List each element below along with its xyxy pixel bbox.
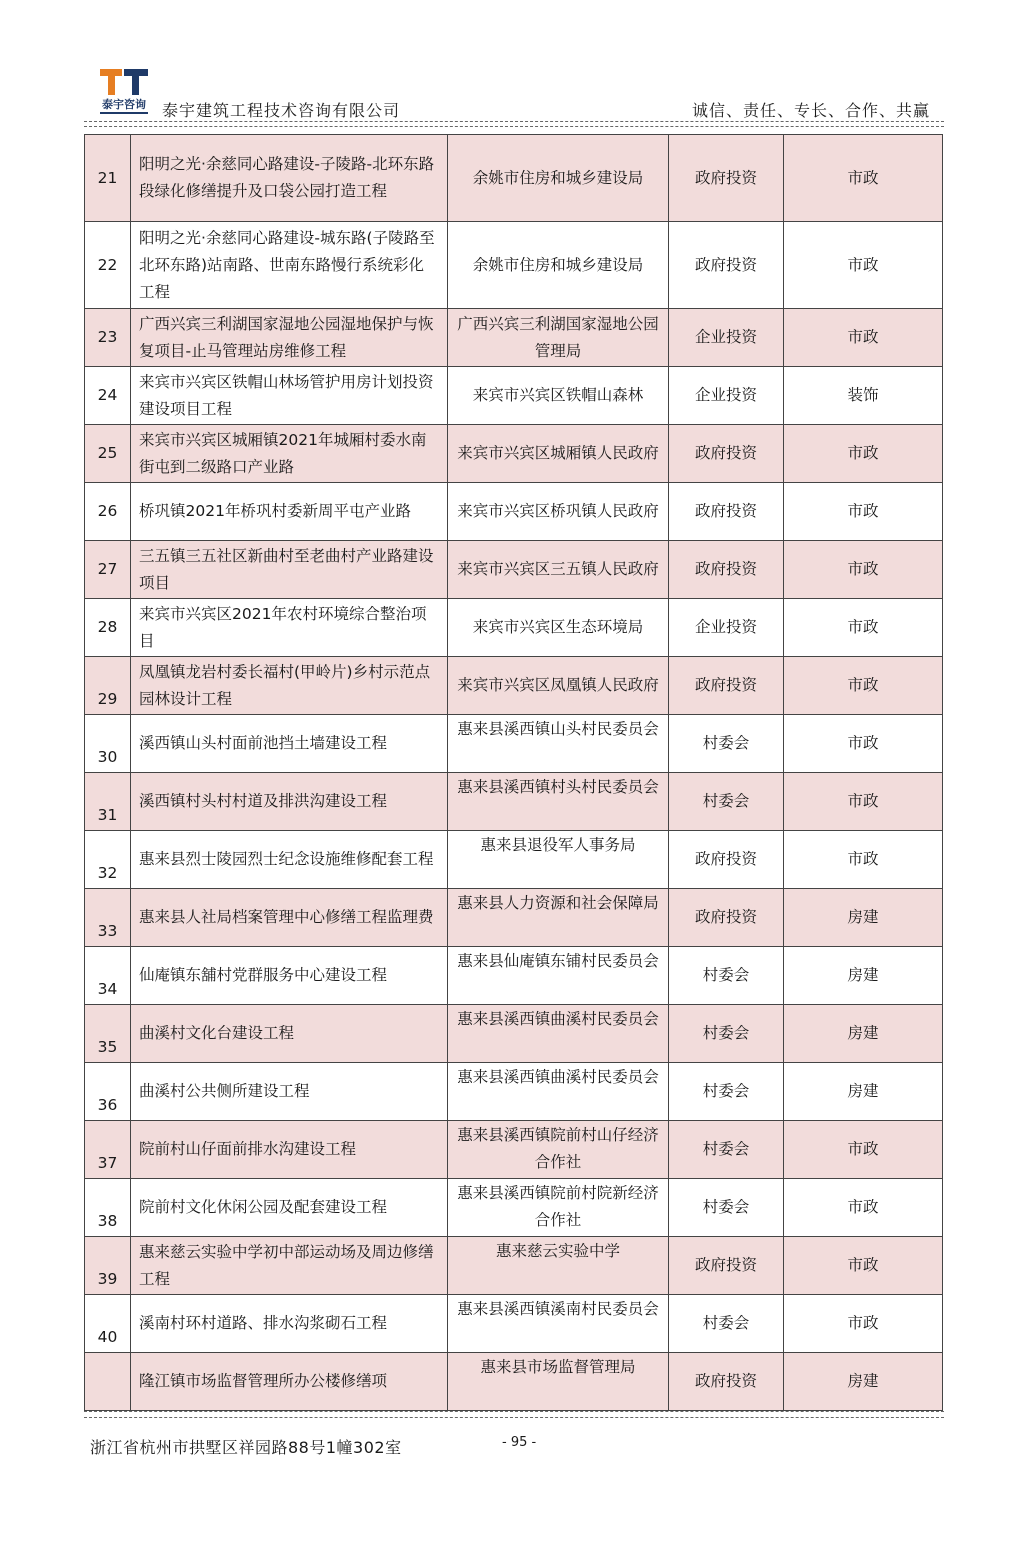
client-org: 余姚市住房和城乡建设局 (448, 222, 669, 309)
client-org: 惠来县退役军人事务局 (448, 831, 669, 889)
investment-type: 政府投资 (669, 831, 784, 889)
client-org: 广西兴宾三利湖国家湿地公园管理局 (448, 309, 669, 367)
project-name: 来宾市兴宾区2021年农村环境综合整治项目 (131, 599, 448, 657)
client-org: 余姚市住房和城乡建设局 (448, 135, 669, 222)
project-category: 市政 (784, 1237, 943, 1295)
client-org: 惠来县市场监督管理局 (448, 1353, 669, 1411)
project-name: 院前村文化休闲公园及配套建设工程 (131, 1179, 448, 1237)
client-org: 惠来县人力资源和社会保障局 (448, 889, 669, 947)
client-org: 惠来县溪西镇院前村山仔经济合作社 (448, 1121, 669, 1179)
project-category: 市政 (784, 773, 943, 831)
table-row (85, 889, 943, 947)
row-number: 40 (85, 1295, 131, 1353)
investment-type: 企业投资 (669, 367, 784, 425)
client-org: 惠来慈云实验中学 (448, 1237, 669, 1295)
project-category: 市政 (784, 309, 943, 367)
table-row (85, 1237, 943, 1295)
row-number: 26 (85, 483, 131, 541)
table-row (85, 947, 943, 1005)
project-category: 市政 (784, 715, 943, 773)
investment-type: 村委会 (669, 1179, 784, 1237)
row-number (85, 1353, 131, 1411)
project-name: 惠来县烈士陵园烈士纪念设施维修配套工程 (131, 831, 448, 889)
investment-type: 村委会 (669, 715, 784, 773)
client-org: 惠来县溪西镇曲溪村民委员会 (448, 1005, 669, 1063)
row-number: 38 (85, 1179, 131, 1237)
project-name: 曲溪村文化台建设工程 (131, 1005, 448, 1063)
investment-type: 政府投资 (669, 1353, 784, 1411)
investment-type: 村委会 (669, 1005, 784, 1063)
project-name: 阳明之光·余慈同心路建设-城东路(子陵路至北环东路)站南路、世南东路慢行系统彩化工程 (131, 222, 448, 309)
table-row (85, 309, 943, 367)
investment-type: 村委会 (669, 1295, 784, 1353)
investment-type: 政府投资 (669, 222, 784, 309)
row-number: 34 (85, 947, 131, 1005)
project-category: 市政 (784, 1295, 943, 1353)
row-number: 31 (85, 773, 131, 831)
project-category: 市政 (784, 599, 943, 657)
client-org: 来宾市兴宾区铁帽山森林 (448, 367, 669, 425)
row-number: 27 (85, 541, 131, 599)
project-category: 市政 (784, 541, 943, 599)
project-category: 市政 (784, 657, 943, 715)
row-number: 33 (85, 889, 131, 947)
project-name: 凤凰镇龙岩村委长福村(甲岭片)乡村示范点园林设计工程 (131, 657, 448, 715)
client-org: 惠来县溪西镇山头村民委员会 (448, 715, 669, 773)
table-row (85, 541, 943, 599)
project-category: 房建 (784, 947, 943, 1005)
project-name: 来宾市兴宾区城厢镇2021年城厢村委水南街屯到二级路口产业路 (131, 425, 448, 483)
table-row (85, 657, 943, 715)
row-number: 23 (85, 309, 131, 367)
client-org: 惠来县溪西镇曲溪村民委员会 (448, 1063, 669, 1121)
table-row (85, 715, 943, 773)
table-row (85, 1295, 943, 1353)
project-name: 仙庵镇东舖村党群服务中心建设工程 (131, 947, 448, 1005)
table-row (85, 1121, 943, 1179)
row-number: 36 (85, 1063, 131, 1121)
table-row (85, 483, 943, 541)
project-category: 市政 (784, 1121, 943, 1179)
project-category: 房建 (784, 1005, 943, 1063)
client-org: 来宾市兴宾区生态环境局 (448, 599, 669, 657)
row-number: 30 (85, 715, 131, 773)
project-name: 院前村山仔面前排水沟建设工程 (131, 1121, 448, 1179)
client-org: 惠来县仙庵镇东铺村民委员会 (448, 947, 669, 1005)
project-table (84, 134, 943, 1411)
project-category: 市政 (784, 222, 943, 309)
project-name: 惠来县人社局档案管理中心修缮工程监理费 (131, 889, 448, 947)
project-category: 市政 (784, 831, 943, 889)
investment-type: 政府投资 (669, 483, 784, 541)
table-row (85, 599, 943, 657)
investment-type: 政府投资 (669, 541, 784, 599)
investment-type: 村委会 (669, 1121, 784, 1179)
table-row (85, 425, 943, 483)
investment-type: 企业投资 (669, 309, 784, 367)
investment-type: 政府投资 (669, 889, 784, 947)
project-category: 房建 (784, 1063, 943, 1121)
client-org: 来宾市兴宾区凤凰镇人民政府 (448, 657, 669, 715)
project-name: 曲溪村公共侧所建设工程 (131, 1063, 448, 1121)
table-row (85, 135, 943, 222)
table-row (85, 1353, 943, 1411)
table-row (85, 773, 943, 831)
project-category: 房建 (784, 1353, 943, 1411)
company-logo-icon (94, 63, 154, 117)
row-number: 28 (85, 599, 131, 657)
investment-type: 政府投资 (669, 135, 784, 222)
project-category: 市政 (784, 483, 943, 541)
row-number: 32 (85, 831, 131, 889)
client-org: 来宾市兴宾区三五镇人民政府 (448, 541, 669, 599)
investment-type: 政府投资 (669, 425, 784, 483)
investment-type: 政府投资 (669, 657, 784, 715)
table-row (85, 1063, 943, 1121)
row-number: 21 (85, 135, 131, 222)
header-divider (84, 121, 944, 122)
row-number: 37 (85, 1121, 131, 1179)
investment-type: 村委会 (669, 1063, 784, 1121)
page-footer (84, 1408, 944, 1468)
client-org: 惠来县溪西镇村头村民委员会 (448, 773, 669, 831)
logo-text: 泰宇咨询 (102, 98, 146, 111)
company-slogan: 诚信、责任、专长、合作、共赢 (691, 101, 930, 120)
row-number: 39 (85, 1237, 131, 1295)
project-name: 来宾市兴宾区铁帽山林场管护用房计划投资建设项目工程 (131, 367, 448, 425)
row-number: 25 (85, 425, 131, 483)
client-org: 来宾市兴宾区城厢镇人民政府 (448, 425, 669, 483)
table-row (85, 1179, 943, 1237)
company-name: 泰宇建筑工程技术咨询有限公司 (162, 101, 401, 120)
project-name: 阳明之光·余慈同心路建设-子陵路-北环东路段绿化修缮提升及口袋公园打造工程 (131, 135, 448, 222)
project-name: 桥巩镇2021年桥巩村委新周平屯产业路 (131, 483, 448, 541)
project-category: 房建 (784, 889, 943, 947)
header-divider (84, 126, 944, 127)
row-number: 22 (85, 222, 131, 309)
page-header (84, 60, 944, 128)
company-address: 浙江省杭州市拱墅区祥园路88号1幢302室 (90, 1438, 402, 1457)
project-category: 市政 (784, 1179, 943, 1237)
row-number: 35 (85, 1005, 131, 1063)
table-row (85, 367, 943, 425)
project-name: 惠来慈云实验中学初中部运动场及周边修缮工程 (131, 1237, 448, 1295)
table-row (85, 831, 943, 889)
project-name: 溪西镇山头村面前池挡土墙建设工程 (131, 715, 448, 773)
table-row (85, 1005, 943, 1063)
investment-type: 政府投资 (669, 1237, 784, 1295)
row-number: 24 (85, 367, 131, 425)
project-name: 溪西镇村头村村道及排洪沟建设工程 (131, 773, 448, 831)
company-logo (94, 63, 154, 117)
project-category: 市政 (784, 425, 943, 483)
table-row (85, 222, 943, 309)
client-org: 惠来县溪西镇院前村院新经济合作社 (448, 1179, 669, 1237)
row-number: 29 (85, 657, 131, 715)
project-category: 装饰 (784, 367, 943, 425)
project-name: 三五镇三五社区新曲村至老曲村产业路建设项目 (131, 541, 448, 599)
client-org: 来宾市兴宾区桥巩镇人民政府 (448, 483, 669, 541)
page-number: - 95 - (502, 1435, 537, 1450)
client-org: 惠来县溪西镇溪南村民委员会 (448, 1295, 669, 1353)
footer-divider (84, 1417, 944, 1418)
project-name: 溪南村环村道路、排水沟浆砌石工程 (131, 1295, 448, 1353)
project-name: 广西兴宾三利湖国家湿地公园湿地保护与恢复项目-止马管理站房维修工程 (131, 309, 448, 367)
project-category: 市政 (784, 135, 943, 222)
investment-type: 村委会 (669, 947, 784, 1005)
investment-type: 企业投资 (669, 599, 784, 657)
investment-type: 村委会 (669, 773, 784, 831)
footer-divider (84, 1411, 944, 1412)
project-name: 隆江镇市场监督管理所办公楼修缮项 (131, 1353, 448, 1411)
